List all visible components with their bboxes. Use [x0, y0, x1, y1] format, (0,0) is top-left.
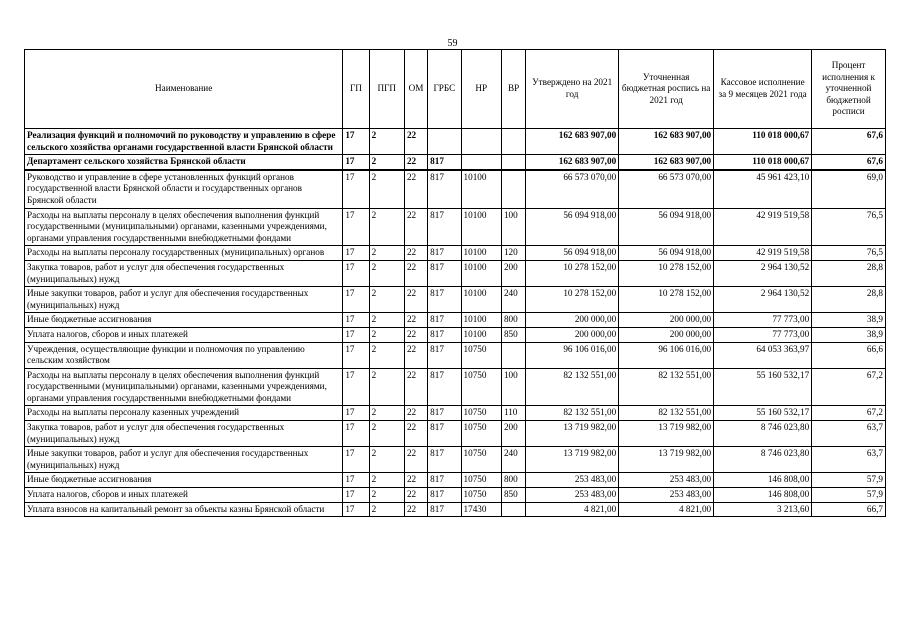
cell-approved: 253 483,00: [526, 488, 619, 503]
cell-vr: 800: [501, 473, 525, 488]
cell-grbs: [428, 129, 461, 155]
table-row: [25, 208, 886, 246]
cell-name: Закупка товаров, работ и услуг для обеспечения государственных (муниципальных) нужд: [25, 260, 343, 286]
cell-om: 22: [404, 342, 427, 368]
header-gp: ГП: [343, 50, 369, 129]
cell-gp: 17: [343, 447, 369, 473]
cell-np: 10750: [461, 342, 501, 368]
cell-approved: 13 719 982,00: [526, 447, 619, 473]
table-row: [25, 246, 886, 261]
cell-pgp: 2: [369, 313, 404, 328]
cell-refined: 162 683 907,00: [619, 129, 714, 155]
cell-name: Расходы на выплаты персоналу в целях обеспечения выполнения функций государственными (муниципальными) органами, казенными учреждениями, органами управления государственными внебюджетными фондами: [25, 368, 343, 406]
cell-grbs: 817: [428, 406, 461, 421]
header-refined: Уточненная бюджетная роспись на 2021 год: [619, 50, 714, 129]
cell-percent: 67,2: [812, 406, 886, 421]
cell-np: 10750: [461, 488, 501, 503]
cell-percent: 76,5: [812, 246, 886, 261]
cell-np: 10100: [461, 246, 501, 261]
cell-cash: 8 746 023,80: [714, 421, 812, 447]
cell-grbs: 817: [428, 246, 461, 261]
cell-np: 10750: [461, 368, 501, 406]
cell-gp: 17: [343, 155, 369, 170]
cell-vr: 800: [501, 313, 525, 328]
cell-om: 22: [404, 313, 427, 328]
cell-grbs: 817: [428, 208, 461, 246]
table-row: [25, 287, 886, 313]
cell-vr: 850: [501, 327, 525, 342]
cell-grbs: 817: [428, 170, 461, 208]
cell-refined: 56 094 918,00: [619, 208, 714, 246]
cell-name: Департамент сельского хозяйства Брянской области: [25, 155, 343, 170]
table-row: [25, 155, 886, 170]
cell-gp: 17: [343, 342, 369, 368]
cell-cash: 42 919 519,58: [714, 246, 812, 261]
cell-np: 10100: [461, 313, 501, 328]
cell-percent: 66,6: [812, 342, 886, 368]
cell-gp: 17: [343, 246, 369, 261]
cell-cash: 3 213,60: [714, 502, 812, 517]
cell-cash: 64 053 363,97: [714, 342, 812, 368]
cell-om: 22: [404, 208, 427, 246]
cell-vr: [501, 129, 525, 155]
cell-om: 22: [404, 368, 427, 406]
page-number: 59: [447, 38, 458, 49]
cell-approved: 4 821,00: [526, 502, 619, 517]
cell-approved: 200 000,00: [526, 313, 619, 328]
table-row: [25, 327, 886, 342]
header-vr: ВР: [501, 50, 525, 129]
cell-pgp: 2: [369, 129, 404, 155]
cell-percent: 38,9: [812, 327, 886, 342]
cell-np: 10100: [461, 260, 501, 286]
cell-gp: 17: [343, 170, 369, 208]
cell-grbs: 817: [428, 313, 461, 328]
cell-grbs: 817: [428, 287, 461, 313]
header-approved: Утверждено на 2021 год: [526, 50, 619, 129]
cell-np: 10100: [461, 208, 501, 246]
cell-cash: 77 773,00: [714, 327, 812, 342]
cell-gp: 17: [343, 129, 369, 155]
cell-pgp: 2: [369, 488, 404, 503]
cell-name: Иные бюджетные ассигнования: [25, 473, 343, 488]
cell-percent: 76,5: [812, 208, 886, 246]
cell-om: 22: [404, 488, 427, 503]
cell-approved: 56 094 918,00: [526, 246, 619, 261]
table-row: [25, 473, 886, 488]
cell-name: Иные закупки товаров, работ и услуг для обеспечения государственных (муниципальных) нужд: [25, 287, 343, 313]
cell-percent: 28,8: [812, 260, 886, 286]
cell-vr: 240: [501, 447, 525, 473]
cell-gp: 17: [343, 502, 369, 517]
cell-name: Уплата налогов, сборов и иных платежей: [25, 327, 343, 342]
cell-approved: 200 000,00: [526, 327, 619, 342]
cell-gp: 17: [343, 421, 369, 447]
table-row: [25, 406, 886, 421]
cell-pgp: 2: [369, 170, 404, 208]
cell-vr: [501, 342, 525, 368]
cell-cash: 110 018 000,67: [714, 129, 812, 155]
cell-pgp: 2: [369, 502, 404, 517]
cell-approved: 162 683 907,00: [526, 129, 619, 155]
cell-om: 22: [404, 246, 427, 261]
cell-grbs: 817: [428, 368, 461, 406]
cell-name: Учреждения, осуществляющие функции и полномочия по управлению сельским хозяйством: [25, 342, 343, 368]
table-row: [25, 368, 886, 406]
cell-cash: 45 961 423,10: [714, 170, 812, 208]
cell-vr: 200: [501, 421, 525, 447]
table-row: [25, 488, 886, 503]
cell-gp: 17: [343, 488, 369, 503]
cell-percent: 28,8: [812, 287, 886, 313]
cell-name: Уплата налогов, сборов и иных платежей: [25, 488, 343, 503]
cell-refined: 10 278 152,00: [619, 260, 714, 286]
table-body: [25, 129, 886, 517]
table-row: [25, 170, 886, 208]
cell-percent: 67,6: [812, 129, 886, 155]
cell-vr: [501, 502, 525, 517]
cell-cash: 146 808,00: [714, 488, 812, 503]
cell-grbs: 817: [428, 327, 461, 342]
cell-name: Расходы на выплаты персоналу в целях обеспечения выполнения функций государственными (муниципальными) органами, казенными учреждениями, органами управления государственными внебюджетными фондами: [25, 208, 343, 246]
cell-grbs: 817: [428, 502, 461, 517]
cell-grbs: 817: [428, 447, 461, 473]
cell-percent: 67,2: [812, 368, 886, 406]
table-header-row: [25, 50, 886, 129]
cell-grbs: 817: [428, 155, 461, 170]
cell-percent: 63,7: [812, 447, 886, 473]
cell-pgp: 2: [369, 287, 404, 313]
cell-np: 10750: [461, 473, 501, 488]
cell-gp: 17: [343, 260, 369, 286]
cell-refined: 200 000,00: [619, 327, 714, 342]
cell-name: Иные закупки товаров, работ и услуг для обеспечения государственных (муниципальных) нужд: [25, 447, 343, 473]
cell-np: 10750: [461, 447, 501, 473]
cell-om: 22: [404, 129, 427, 155]
cell-refined: 253 483,00: [619, 473, 714, 488]
cell-refined: 4 821,00: [619, 502, 714, 517]
cell-approved: 96 106 016,00: [526, 342, 619, 368]
cell-percent: 67,6: [812, 155, 886, 170]
cell-np: 10750: [461, 406, 501, 421]
cell-pgp: 2: [369, 342, 404, 368]
cell-refined: 13 719 982,00: [619, 421, 714, 447]
cell-om: 22: [404, 170, 427, 208]
cell-approved: 82 132 551,00: [526, 406, 619, 421]
header-pgp: ПГП: [369, 50, 404, 129]
cell-vr: [501, 170, 525, 208]
cell-grbs: 817: [428, 421, 461, 447]
cell-name: Закупка товаров, работ и услуг для обеспечения государственных (муниципальных) нужд: [25, 421, 343, 447]
cell-refined: 56 094 918,00: [619, 246, 714, 261]
cell-cash: 110 018 000,67: [714, 155, 812, 170]
cell-cash: 2 964 130,52: [714, 260, 812, 286]
cell-vr: [501, 155, 525, 170]
cell-pgp: 2: [369, 260, 404, 286]
cell-gp: 17: [343, 327, 369, 342]
cell-om: 22: [404, 260, 427, 286]
cell-np: [461, 129, 501, 155]
cell-name: Расходы на выплаты персоналу государственных (муниципальных) органов: [25, 246, 343, 261]
cell-grbs: 817: [428, 488, 461, 503]
cell-name: Уплата взносов на капитальный ремонт за объекты казны Брянской области: [25, 502, 343, 517]
cell-pgp: 2: [369, 208, 404, 246]
cell-cash: 42 919 519,58: [714, 208, 812, 246]
cell-gp: 17: [343, 208, 369, 246]
cell-name: Иные бюджетные ассигнования: [25, 313, 343, 328]
cell-refined: 82 132 551,00: [619, 406, 714, 421]
cell-approved: 13 719 982,00: [526, 421, 619, 447]
cell-gp: 17: [343, 406, 369, 421]
cell-om: 22: [404, 327, 427, 342]
cell-np: 10100: [461, 327, 501, 342]
cell-refined: 253 483,00: [619, 488, 714, 503]
cell-cash: 55 160 532,17: [714, 368, 812, 406]
cell-np: [461, 155, 501, 170]
table-row: [25, 502, 886, 517]
cell-percent: 69,0: [812, 170, 886, 208]
table-row: [25, 129, 886, 155]
cell-vr: 240: [501, 287, 525, 313]
cell-refined: 66 573 070,00: [619, 170, 714, 208]
cell-om: 22: [404, 473, 427, 488]
cell-om: 22: [404, 502, 427, 517]
cell-percent: 57,9: [812, 488, 886, 503]
table-row: [25, 313, 886, 328]
cell-gp: 17: [343, 368, 369, 406]
cell-pgp: 2: [369, 406, 404, 421]
cell-pgp: 2: [369, 368, 404, 406]
cell-percent: 66,7: [812, 502, 886, 517]
cell-pgp: 2: [369, 246, 404, 261]
table-row: [25, 342, 886, 368]
cell-om: 22: [404, 447, 427, 473]
cell-name: Расходы на выплаты персоналу казенных учреждений: [25, 406, 343, 421]
cell-cash: 8 746 023,80: [714, 447, 812, 473]
cell-pgp: 2: [369, 473, 404, 488]
cell-vr: 200: [501, 260, 525, 286]
header-om: ОМ: [404, 50, 427, 129]
cell-vr: 100: [501, 368, 525, 406]
cell-vr: 110: [501, 406, 525, 421]
cell-np: 17430: [461, 502, 501, 517]
cell-refined: 13 719 982,00: [619, 447, 714, 473]
cell-om: 22: [404, 421, 427, 447]
cell-approved: 66 573 070,00: [526, 170, 619, 208]
cell-cash: 2 964 130,52: [714, 287, 812, 313]
header-percent: Процент исполнения к уточненной бюджетной росписи: [812, 50, 886, 129]
header-grbs: ГРБС: [428, 50, 461, 129]
table-row: [25, 260, 886, 286]
cell-approved: 162 683 907,00: [526, 155, 619, 170]
cell-percent: 63,7: [812, 421, 886, 447]
cell-pgp: 2: [369, 155, 404, 170]
cell-approved: 82 132 551,00: [526, 368, 619, 406]
cell-np: 10100: [461, 170, 501, 208]
cell-np: 10750: [461, 421, 501, 447]
cell-refined: 162 683 907,00: [619, 155, 714, 170]
cell-vr: 120: [501, 246, 525, 261]
cell-vr: 100: [501, 208, 525, 246]
cell-name: Руководство и управление в сфере установленных функций органов государственной власти Брянской области и государственных органов Брянской области: [25, 170, 343, 208]
cell-percent: 57,9: [812, 473, 886, 488]
cell-approved: 10 278 152,00: [526, 287, 619, 313]
cell-approved: 253 483,00: [526, 473, 619, 488]
header-cash: Кассовое исполнение за 9 месяцев 2021 года: [714, 50, 812, 129]
cell-percent: 38,9: [812, 313, 886, 328]
table-row: [25, 447, 886, 473]
header-name: Наименование: [25, 50, 343, 129]
cell-om: 22: [404, 155, 427, 170]
cell-np: 10100: [461, 287, 501, 313]
cell-approved: 56 094 918,00: [526, 208, 619, 246]
cell-gp: 17: [343, 313, 369, 328]
cell-grbs: 817: [428, 342, 461, 368]
cell-approved: 10 278 152,00: [526, 260, 619, 286]
cell-pgp: 2: [369, 327, 404, 342]
cell-om: 22: [404, 287, 427, 313]
cell-pgp: 2: [369, 447, 404, 473]
cell-cash: 55 160 532,17: [714, 406, 812, 421]
cell-name: Реализация функций и полномочий по руководству и управлению в сфере сельского хозяйства органами государственной власти Брянской области: [25, 129, 343, 155]
cell-refined: 10 278 152,00: [619, 287, 714, 313]
header-np: НР: [461, 50, 501, 129]
cell-gp: 17: [343, 287, 369, 313]
cell-refined: 200 000,00: [619, 313, 714, 328]
budget-execution-table: [24, 49, 886, 517]
cell-gp: 17: [343, 473, 369, 488]
cell-vr: 850: [501, 488, 525, 503]
cell-grbs: 817: [428, 260, 461, 286]
table-row: [25, 421, 886, 447]
cell-om: 22: [404, 406, 427, 421]
cell-refined: 96 106 016,00: [619, 342, 714, 368]
cell-refined: 82 132 551,00: [619, 368, 714, 406]
cell-grbs: 817: [428, 473, 461, 488]
cell-cash: 146 808,00: [714, 473, 812, 488]
cell-cash: 77 773,00: [714, 313, 812, 328]
cell-pgp: 2: [369, 421, 404, 447]
